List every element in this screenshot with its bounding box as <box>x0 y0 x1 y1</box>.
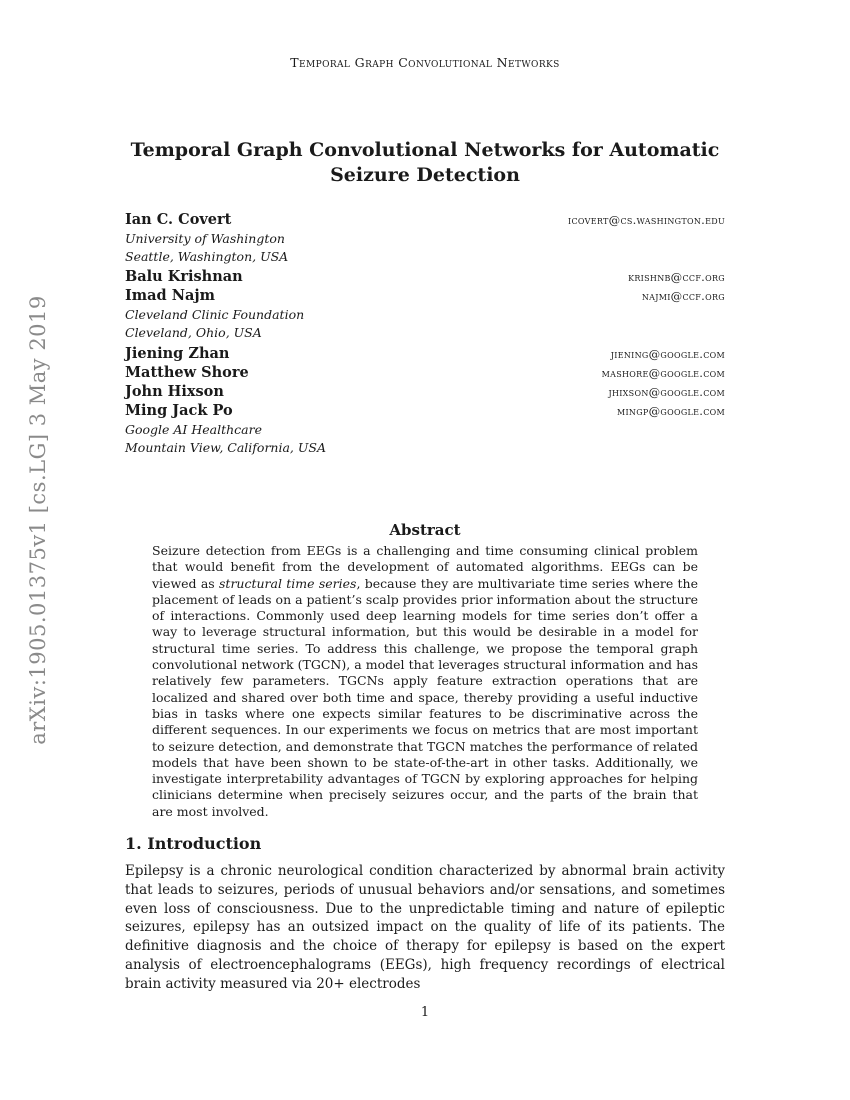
author-row <box>125 287 725 306</box>
author-email: icovert@cs.washington.edu <box>568 213 725 227</box>
abstract-text-part-1: Seizure detection from EEGs is a challenging and time consuming clinical problem that would benefit from the development of automated algorithms. EEGs can be viewed as <box>152 543 698 591</box>
author-name: Imad Najm <box>125 287 215 304</box>
abstract-heading: Abstract <box>389 521 461 539</box>
author-group-1 <box>125 211 725 266</box>
author-email: jiening@google.com <box>610 347 725 361</box>
paper-title <box>125 138 725 188</box>
abstract-emphasis: structural time series <box>219 575 357 591</box>
affiliation-line: Cleveland Clinic Foundation <box>125 307 305 322</box>
author-group-3 <box>125 345 725 457</box>
author-row <box>125 211 725 230</box>
author-name: Balu Krishnan <box>125 268 243 285</box>
abstract-text-part-2: , because they are multivariate time series where the placement of leads on a patient’s scalp provides prior information about the structure of interactions. Commonly used deep learning models for time series don’t offer a way to leverage structural information, but this would be desirable in a model for structural time series. To address this challenge, we propose the temporal graph convolutional network (TGCN), a model that leverages structural information and has relatively few parameters. TGCNs apply feature extraction operations that are localized and shared over both time and space, thereby providing a useful inductive bias in tasks where one expects similar features to be discriminative across the different sequences. In our experiments we focus on metrics that are most important to seizure detection, and demonstrate that TGCN matches the performance of related models that have been shown to be state-of-the-art in other tasks. Additionally, we investigate interpretability advantages of TGCN by exploring approaches for helping clinicians determine when precisely seizures occur, and the parts of the brain that are most involved. <box>152 575 699 819</box>
arxiv-identifier: arXiv:1905.01375v1 [cs.LG] 3 May 2019 <box>26 295 50 745</box>
author-row <box>125 268 725 287</box>
affiliation-line: University of Washington <box>125 231 285 246</box>
author-email: mashore@google.com <box>601 366 725 380</box>
abstract-body <box>152 543 698 820</box>
author-group-2 <box>125 268 725 342</box>
title-line-1: Temporal Graph Convolutional Networks for Automatic <box>130 139 720 161</box>
author-name: John Hixson <box>125 383 224 400</box>
author-row <box>125 364 725 383</box>
author-name: Ian C. Covert <box>125 211 232 228</box>
running-head: Temporal Graph Convolutional Networks <box>290 55 560 70</box>
author-email: mingp@google.com <box>616 404 725 418</box>
author-row <box>125 402 725 421</box>
affiliation-line: Mountain View, California, USA <box>125 440 327 455</box>
author-email: krishnb@ccf.org <box>628 270 725 284</box>
introduction-paragraph: Epilepsy is a chronic neurological condition characterized by abnormal brain activity that leads to seizures, periods of unusual behaviors and/or sensations, and sometimes even loss of consciousness. Due to the unpredictable timing and nature of epileptic seizures, epilepsy has an outsized impact on the quality of life of its patients. The definitive diagnosis and the choice of therapy for epilepsy is based on the expert analysis of electroencephalograms (EEGs), high frequency recordings of electrical brain activity measured via 20+ electrodes <box>125 863 725 992</box>
author-row <box>125 383 725 402</box>
author-email: jhixson@google.com <box>608 385 725 399</box>
author-email: najmi@ccf.org <box>641 289 725 303</box>
affiliation-line: Cleveland, Ohio, USA <box>125 325 262 340</box>
author-row <box>125 345 725 364</box>
title-line-2: Seizure Detection <box>330 164 520 186</box>
affiliation-line: Google AI Healthcare <box>125 422 262 437</box>
page-number: 1 <box>420 1005 430 1020</box>
affiliation-line: Seattle, Washington, USA <box>125 249 289 264</box>
author-name: Jiening Zhan <box>125 345 230 362</box>
section-heading-introduction: 1. Introduction <box>125 834 262 853</box>
author-name: Matthew Shore <box>125 364 249 381</box>
author-name: Ming Jack Po <box>125 402 233 419</box>
